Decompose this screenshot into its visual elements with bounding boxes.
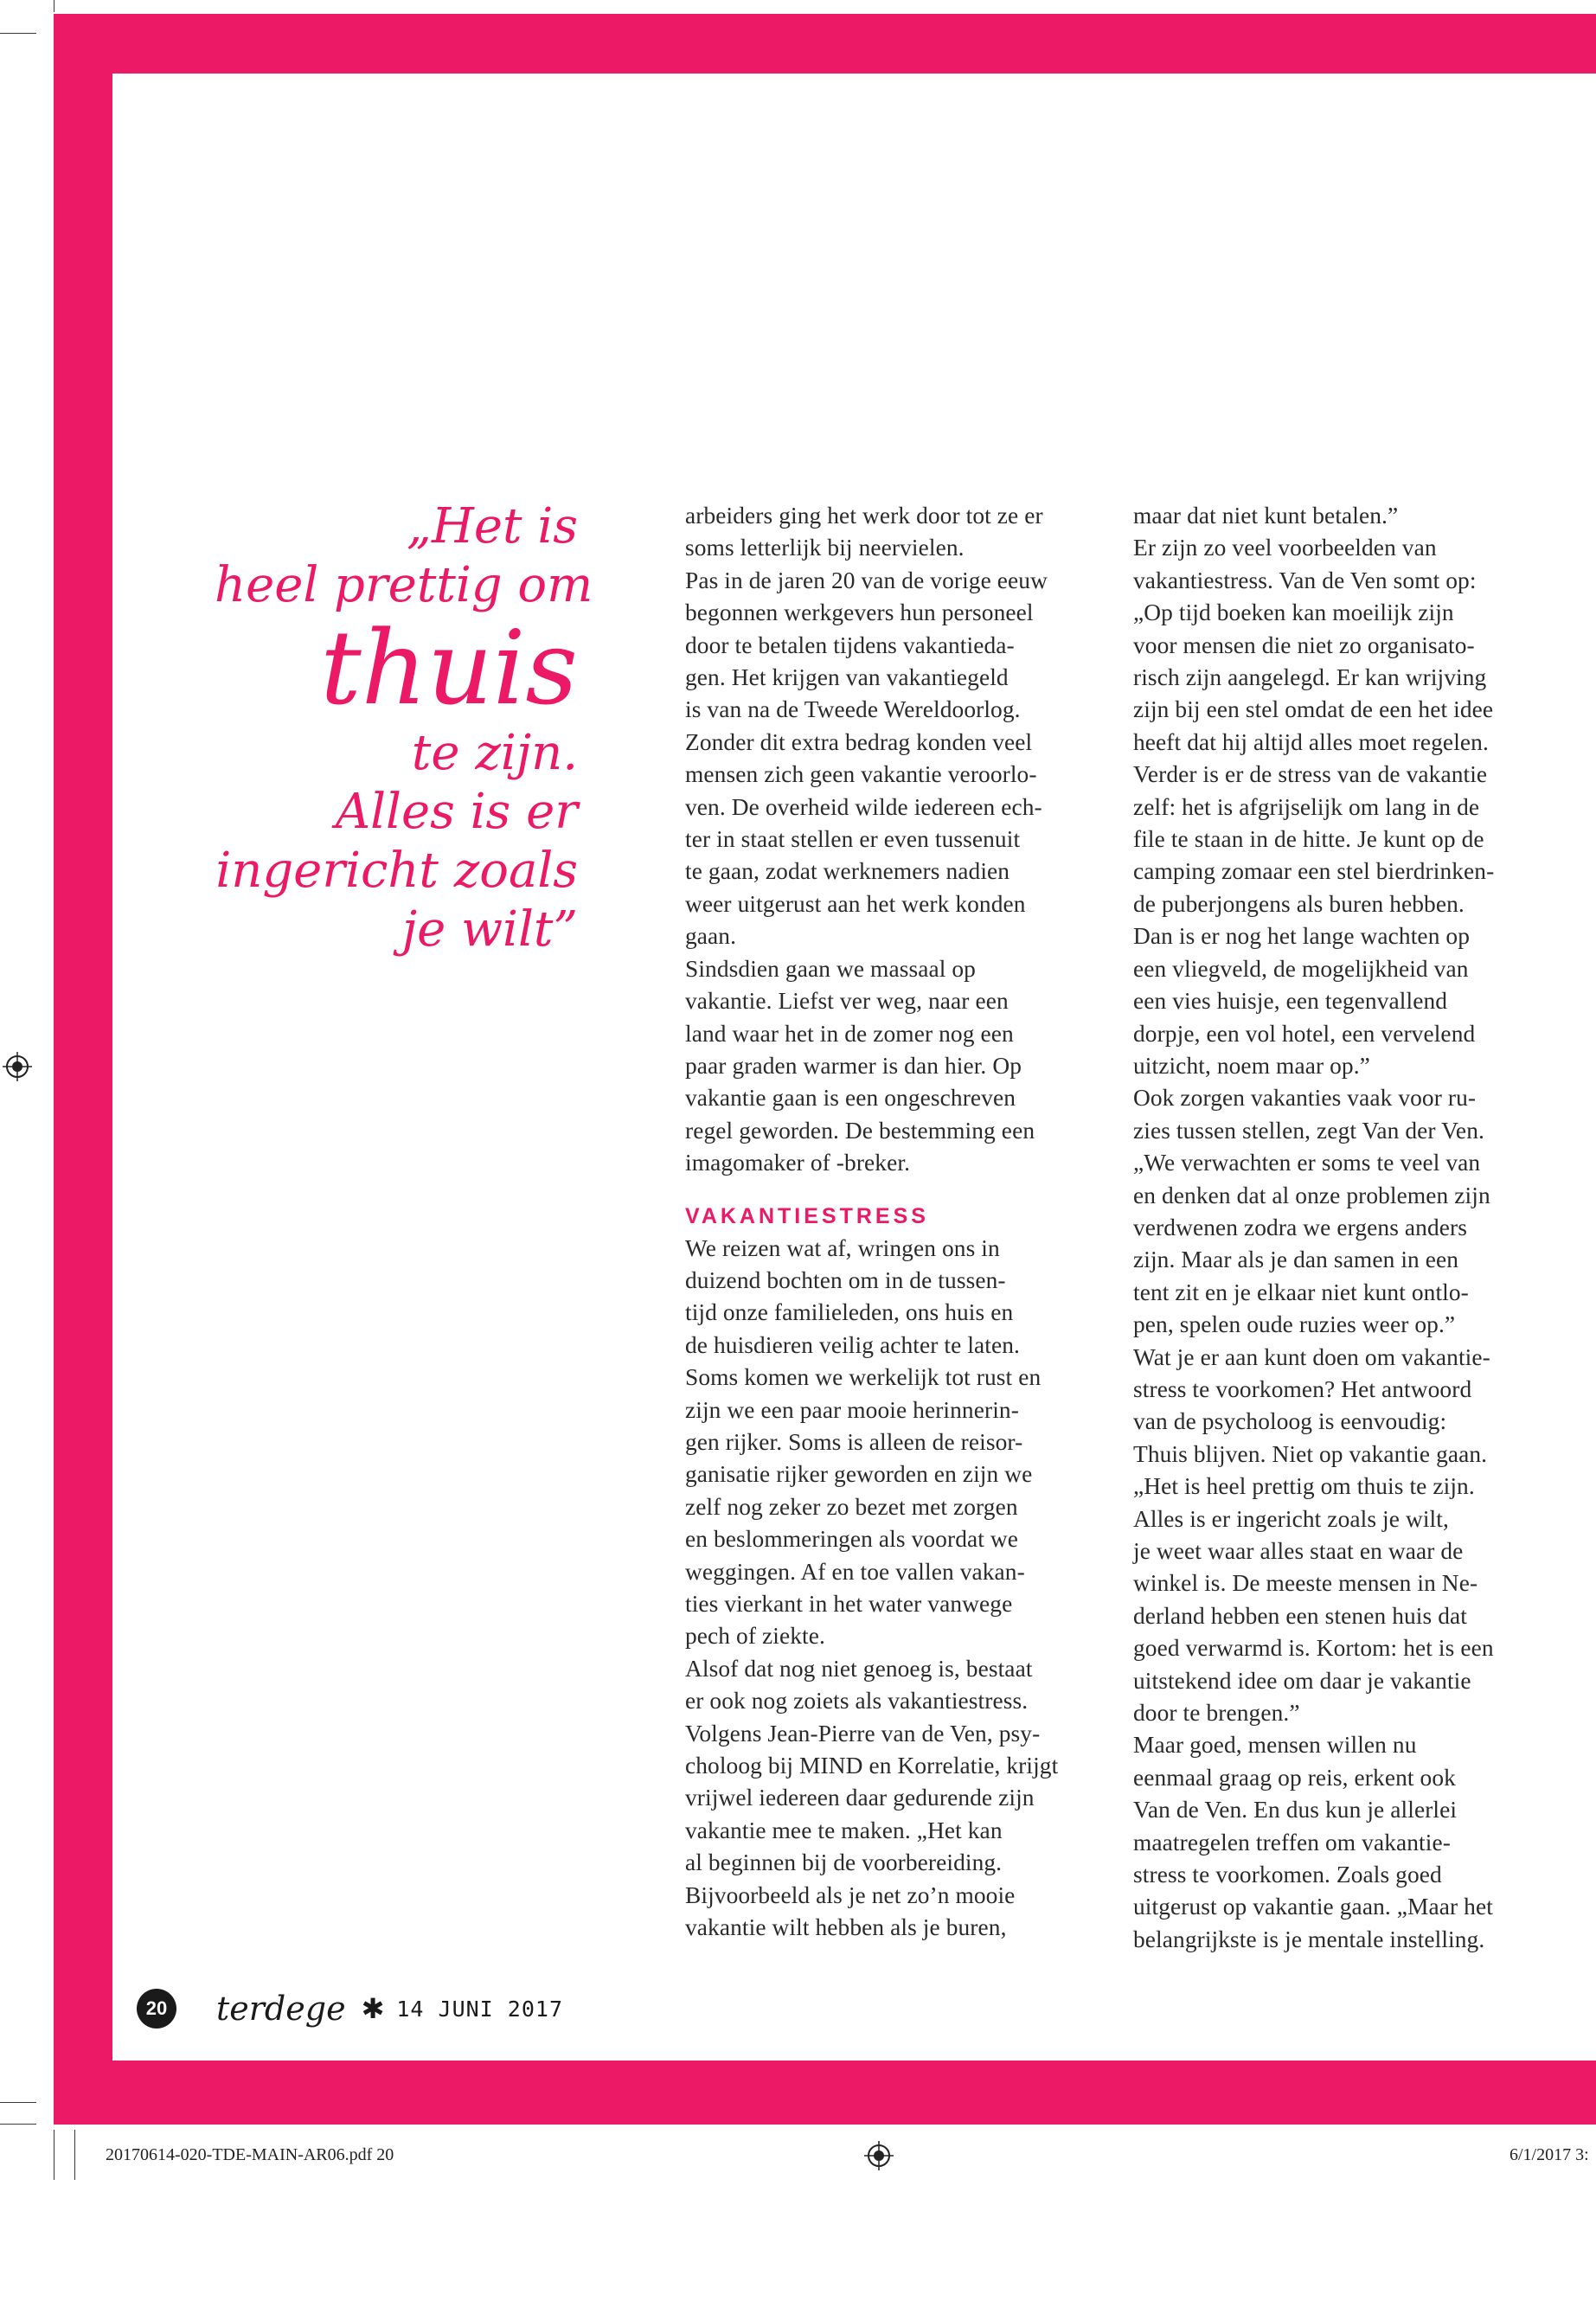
text-line: van de psycholoog is eenvoudig:	[1133, 1408, 1447, 1435]
text-line: Dan is er nog het lange wachten op	[1133, 923, 1471, 950]
crop-mark	[0, 33, 36, 34]
crop-mark	[0, 2102, 36, 2103]
text-line: stress te voorkomen. Zoals goed	[1133, 1862, 1442, 1888]
text-line: mensen zich geen vakantie veroorlo-	[685, 761, 1037, 788]
text-line: vakantie gaan is een ongeschreven	[685, 1085, 1016, 1112]
text-line: en denken dat al onze problemen zijn	[1133, 1182, 1490, 1208]
crop-mark	[74, 2130, 75, 2180]
text-line: Zonder dit extra bedrag konden veel	[685, 728, 1033, 755]
text-line: dorpje, een vol hotel, een vervelend	[1133, 1020, 1476, 1047]
text-line: pen, spelen oude ruzies weer op.”	[1133, 1311, 1456, 1338]
text-line: „Op tijd boeken kan moeilijk zijn	[1133, 599, 1454, 626]
text-line: ganisatie rijker geworden en zijn we	[685, 1461, 1033, 1488]
text-line: Ook zorgen vakanties vaak voor ru-	[1133, 1085, 1477, 1112]
text-line: Soms komen we werkelijk tot rust en	[685, 1364, 1042, 1391]
paragraph-block	[685, 500, 1118, 1180]
text-line: „We verwachten er soms te veel van	[1133, 1150, 1481, 1176]
paragraph-block	[1133, 500, 1566, 1956]
pull-quote-line: Alles is er	[335, 784, 578, 840]
text-line: stress te voorkomen? Het antwoord	[1133, 1375, 1472, 1402]
text-line: de puberjongens als buren hebben.	[1133, 890, 1465, 917]
text-line: derland hebben een stenen huis dat	[1133, 1602, 1467, 1629]
text-line: goed verwarmd is. Kortom: het is een	[1133, 1635, 1494, 1662]
text-line: gen rijker. Soms is alleen de reisor-	[685, 1428, 1023, 1455]
text-line: land waar het in de zomer nog een	[685, 1020, 1014, 1047]
text-line: vakantie. Liefst ver weg, naar een	[685, 988, 1009, 1015]
text-line: vakantie wilt hebben als je buren,	[685, 1914, 1007, 1941]
text-line: pech of ziekte.	[685, 1623, 825, 1650]
text-line: te gaan, zodat werknemers nadien	[685, 858, 1010, 885]
print-slug-timestamp: 6/1/2017 3:	[1509, 2145, 1589, 2164]
pull-quote-emphasis: thuis	[320, 608, 578, 727]
body-column-1	[685, 500, 1118, 1944]
text-line: uitgerust op vakantie gaan. „Maar het	[1133, 1894, 1493, 1920]
text-line: Verder is er de stress van de vakantie	[1133, 761, 1488, 788]
text-line: maar dat niet kunt betalen.”	[1133, 503, 1399, 529]
text-line: weer uitgerust aan het werk konden	[685, 890, 1026, 917]
registration-mark-icon	[864, 2141, 894, 2170]
body-column-2	[1133, 500, 1566, 1956]
text-line: belangrijkste is je mentale instelling.	[1133, 1926, 1485, 1952]
pull-quote-line: je wilt”	[401, 901, 578, 958]
registration-mark-icon	[3, 1052, 32, 1081]
text-line: weggingen. Af en toe vallen vakan-	[685, 1558, 1025, 1585]
text-line: Er zijn zo veel voorbeelden van	[1133, 535, 1437, 561]
text-line: arbeiders ging het werk door tot ze er	[685, 503, 1043, 529]
text-line: verdwenen zodra we ergens anders	[1133, 1214, 1467, 1240]
text-line: regel geworden. De bestemming een	[685, 1117, 1035, 1144]
text-line: file te staan in de hitte. Je kunt op de	[1133, 826, 1484, 853]
pull-quote-line: heel prettig om	[215, 557, 593, 613]
text-line: camping zomaar een stel bierdrinken-	[1133, 858, 1495, 885]
text-line: Pas in de jaren 20 van de vorige eeuw	[685, 567, 1048, 593]
text-line: Sindsdien gaan we massaal op	[685, 955, 976, 982]
text-line: Volgens Jean-Pierre van de Ven, psy-	[685, 1720, 1041, 1747]
text-line: Alsof dat nog niet genoeg is, bestaat	[685, 1655, 1033, 1682]
text-line: voor mensen die niet zo organisato-	[1133, 631, 1475, 658]
text-line: er ook nog zoiets als vakantiestress.	[685, 1688, 1029, 1715]
print-slug-filename: 20170614-020-TDE-MAIN-AR06.pdf 20	[106, 2145, 394, 2164]
pull-quote	[215, 497, 593, 959]
section-heading: VAKANTIESTRESS	[685, 1203, 929, 1228]
text-line: ven. De overheid wilde iedereen ech-	[685, 793, 1042, 820]
text-line: zijn. Maar als je dan samen in een	[1133, 1247, 1459, 1273]
text-line: zijn bij een stel omdat de een het idee	[1133, 696, 1494, 723]
text-line: tent zit en je elkaar niet kunt ontlo-	[1133, 1279, 1469, 1305]
text-line: zelf nog zeker zo bezet met zorgen	[685, 1493, 1018, 1520]
text-line: Thuis blijven. Niet op vakantie gaan.	[1133, 1440, 1488, 1467]
paragraph-block	[685, 1233, 1118, 1945]
pull-quote-line: „Het is	[407, 498, 578, 554]
text-line: een vliegveld, de mogelijkheid van	[1133, 955, 1469, 982]
text-line: „Het is heel prettig om thuis te zijn.	[1133, 1473, 1475, 1500]
text-line: zelf: het is afgrijselijk om lang in de	[1133, 793, 1480, 820]
issue-date: 14 JUNI 2017	[396, 1996, 563, 2022]
text-line: uitstekend idee om daar je vakantie	[1133, 1667, 1471, 1694]
text-line: een vies huisje, een tegenvallend	[1133, 988, 1448, 1015]
text-line: choloog bij MIND en Korrelatie, krijgt	[685, 1753, 1059, 1779]
text-line: zies tussen stellen, zegt Van der Ven.	[1133, 1117, 1484, 1144]
text-line: winkel is. De meeste mensen in Ne-	[1133, 1570, 1478, 1597]
text-line: zijn we een paar mooie herinnerin-	[685, 1396, 1019, 1423]
text-line: is van na de Tweede Wereldoorlog.	[685, 696, 1021, 723]
text-line: heeft dat hij altijd alles moet regelen.	[1133, 728, 1489, 755]
text-line: door te betalen tijdens vakantieda-	[685, 631, 1015, 658]
text-line: imagomaker of -breker.	[685, 1150, 911, 1176]
text-line: We reizen wat af, wringen ons in	[685, 1234, 1000, 1261]
text-line: gaan.	[685, 923, 737, 950]
text-line: de huisdieren veilig achter te laten.	[685, 1331, 1021, 1358]
text-line: vakantie mee te maken. „Het kan	[685, 1817, 1003, 1843]
text-line: door te brengen.”	[1133, 1700, 1300, 1727]
text-line: maatregelen treffen om vakantie-	[1133, 1829, 1451, 1856]
asterisk-separator-icon: ✱	[361, 1992, 385, 2025]
text-line: vakantiestress. Van de Ven somt op:	[1133, 567, 1477, 593]
crop-mark	[0, 2124, 36, 2125]
text-line: Maar goed, mensen willen nu	[1133, 1732, 1417, 1759]
page-number: 20	[137, 1989, 176, 2029]
text-line: gen. Het krijgen van vakantiegeld	[685, 664, 1009, 691]
text-line: tijd onze familieleden, ons huis en	[685, 1299, 1014, 1326]
pull-quote-line: te zijn.	[411, 725, 578, 781]
text-line: paar graden warmer is dan hier. Op	[685, 1052, 1022, 1079]
text-line: je weet waar alles staat en waar de	[1133, 1538, 1464, 1564]
text-line: vrijwel iedereen daar gedurende zijn	[685, 1785, 1035, 1811]
text-line: en beslommeringen als voordat we	[685, 1526, 1019, 1553]
text-line: al beginnen bij de voorbereiding.	[685, 1849, 1003, 1876]
text-line: Van de Ven. En dus kun je allerlei	[1133, 1797, 1458, 1823]
paragraph-spacer	[685, 1180, 1118, 1201]
text-line: risch zijn aangelegd. Er kan wrijving	[1133, 664, 1487, 691]
text-line: Wat je er aan kunt doen om vakantie-	[1133, 1343, 1490, 1370]
text-line: eenmaal graag op reis, erkent ook	[1133, 1764, 1456, 1791]
text-line: ties vierkant in het water vanwege	[685, 1591, 1013, 1617]
text-line: ter in staat stellen er even tussenuit	[685, 826, 1021, 853]
text-line: soms letterlijk bij neervielen.	[685, 535, 965, 561]
text-line: duizend bochten om in de tussen-	[685, 1266, 1006, 1293]
text-line: Bijvoorbeeld als je net zo’n mooie	[685, 1881, 1016, 1908]
pull-quote-line: ingericht zoals	[215, 843, 578, 899]
text-line: uitzicht, noem maar op.”	[1133, 1052, 1370, 1079]
page-footer	[137, 1987, 563, 2030]
text-line: begonnen werkgevers hun personeel	[685, 599, 1034, 626]
text-line: Alles is er ingericht zoals je wilt,	[1133, 1505, 1449, 1532]
magazine-logo: terdege	[216, 1990, 346, 2028]
